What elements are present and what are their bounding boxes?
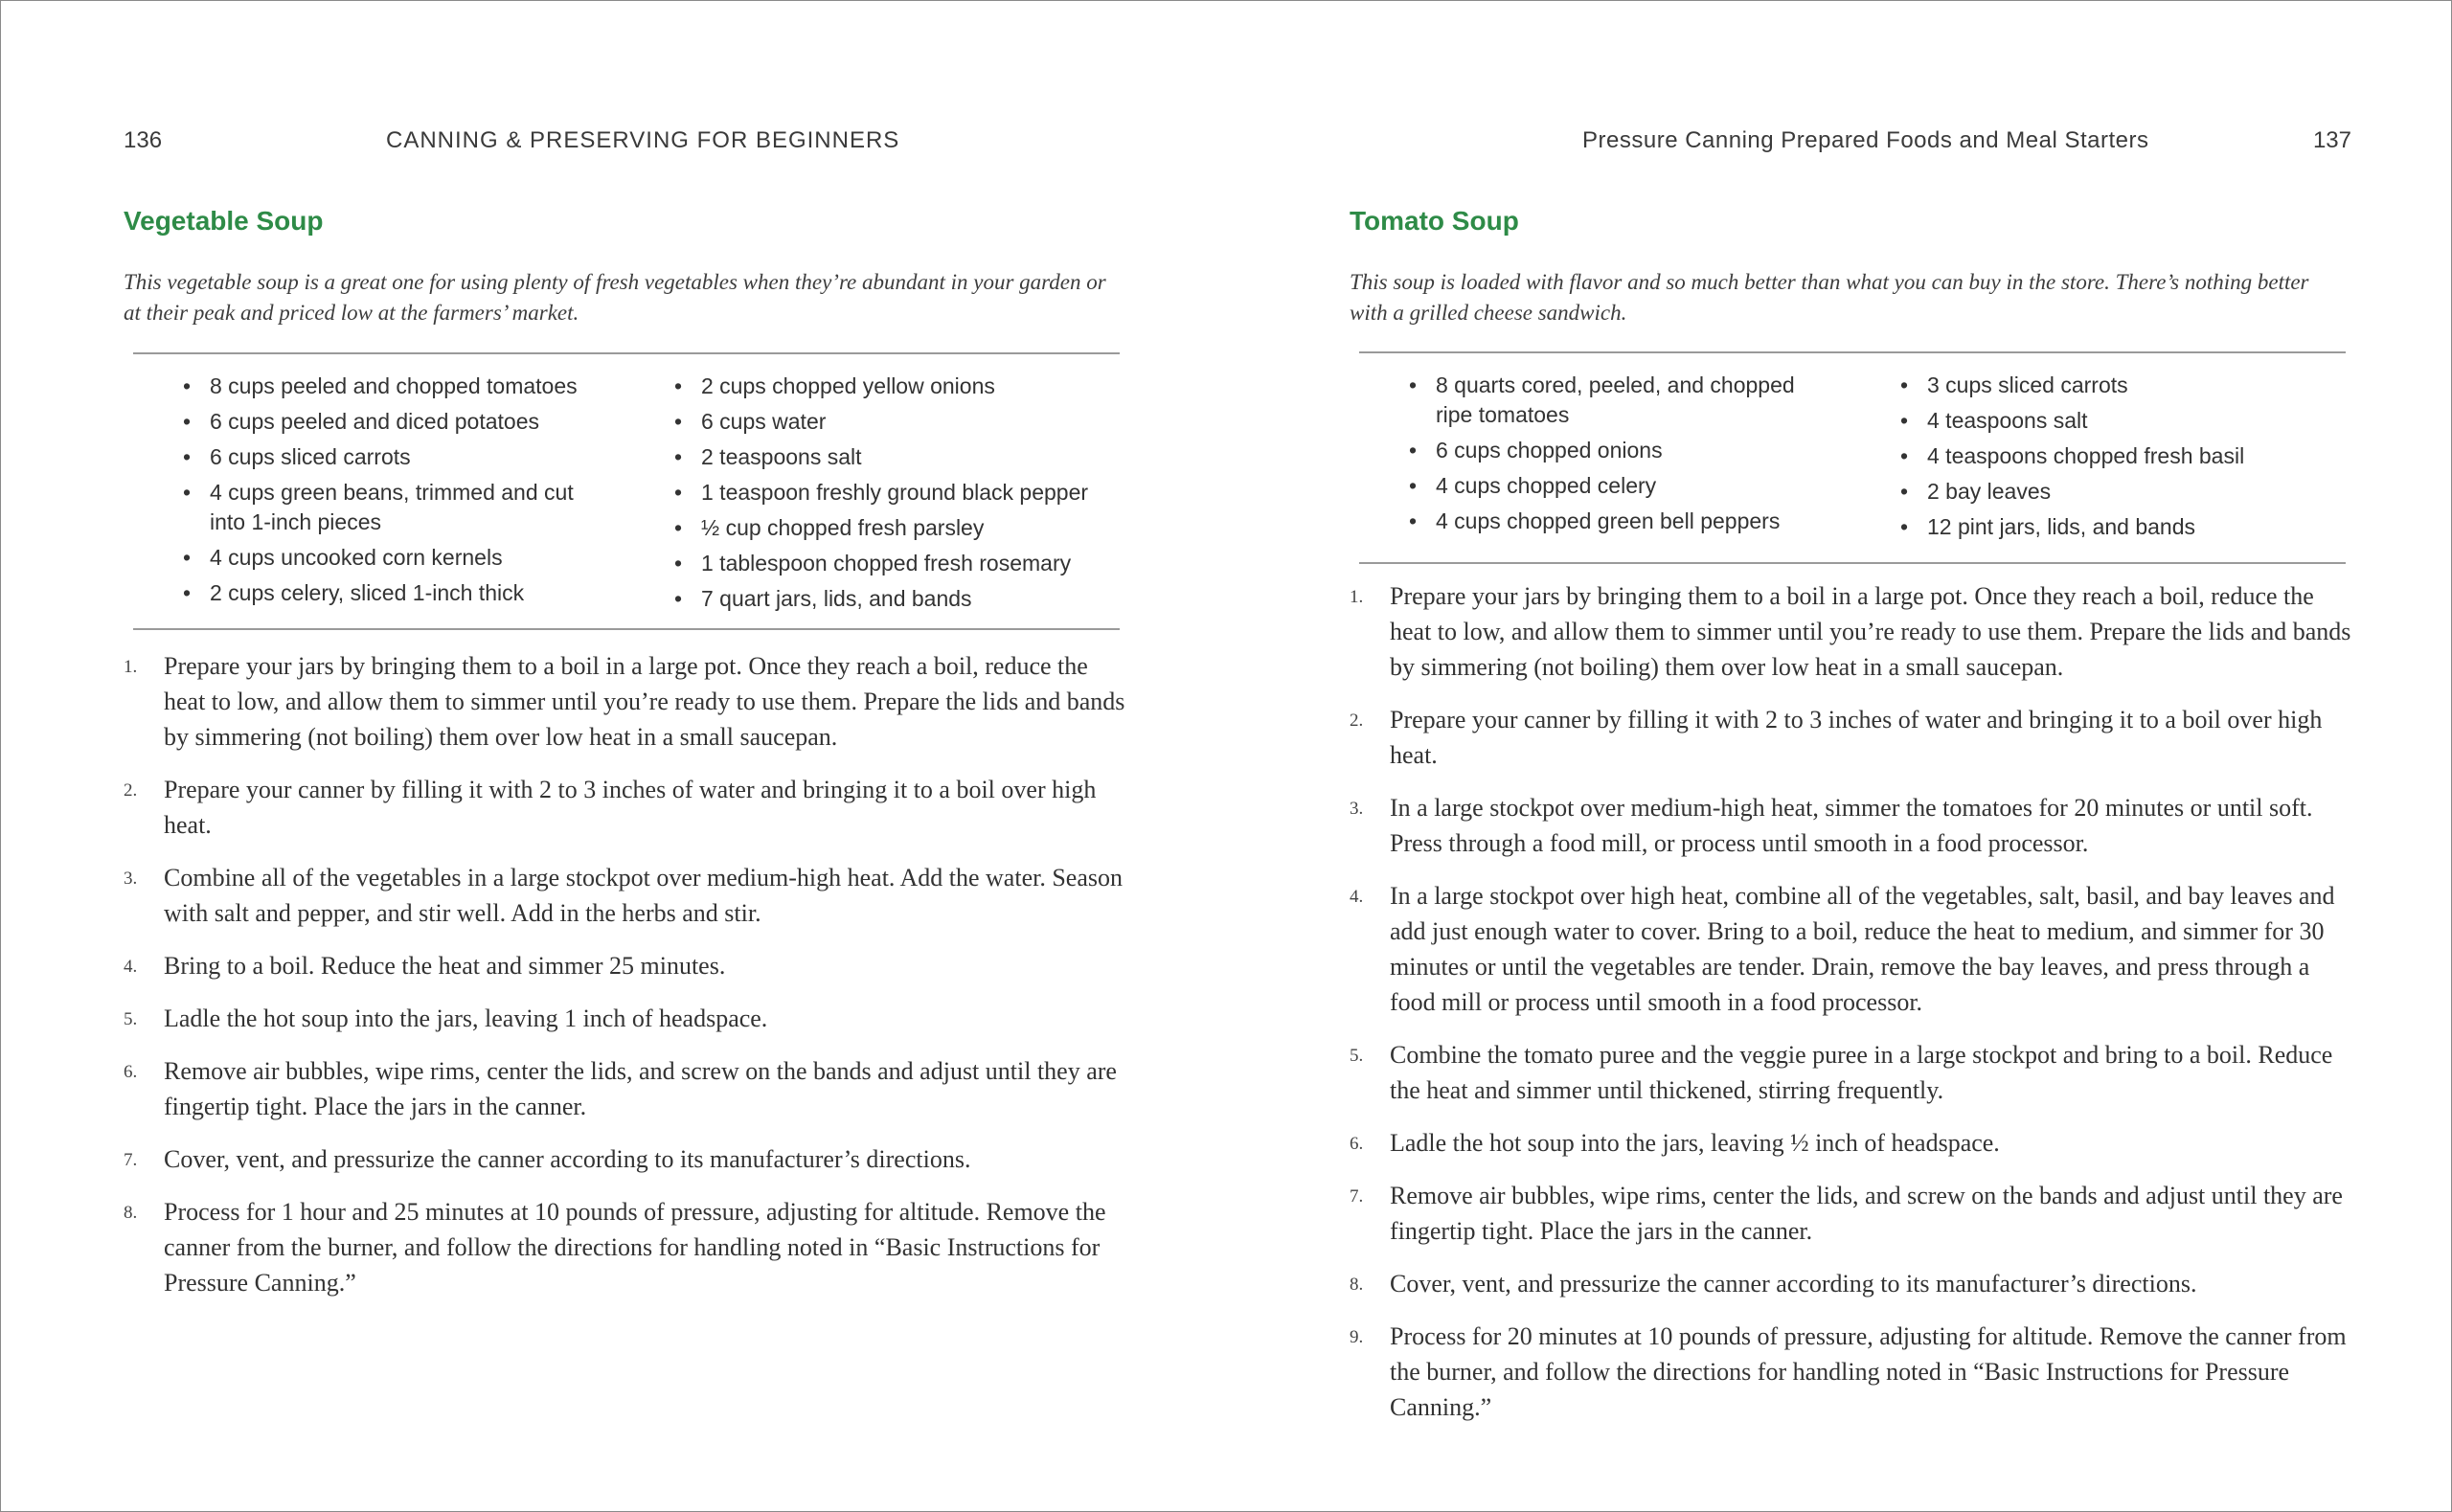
step-number: 4. <box>1350 887 1364 907</box>
step-number: 2. <box>124 780 138 801</box>
ingredient-item: • 6 cups water <box>674 407 1124 437</box>
ingredients-column-1 <box>1409 371 1830 542</box>
right-page <box>1350 1 2351 1511</box>
ingredients-column-2 <box>1900 371 2350 548</box>
ingredient-item: • 4 cups chopped celery <box>1409 471 1830 501</box>
ingredient-item: • 6 cups chopped onions <box>1409 436 1830 465</box>
step-text: In a large stockpot over medium-high heat, simmer the tomatoes for 20 minutes or until soft. Press through a food mill, or process until smooth in a food processor. <box>1390 794 2313 857</box>
instructions-list <box>1350 578 2351 1442</box>
step-text: Combine the tomato puree and the veggie puree in a large stockpot and bring to a boil. Reduce the heat and simmer until thickened, stirring frequently. <box>1390 1041 2333 1104</box>
step-number: 6. <box>1350 1134 1364 1154</box>
step-number: 3. <box>1350 799 1364 819</box>
ingredient-item: • 4 teaspoons chopped fresh basil <box>1900 441 2350 471</box>
ingredient-item: • 2 cups celery, sliced 1-inch thick <box>183 578 604 608</box>
instruction-step <box>124 1141 1125 1177</box>
page-number: 137 <box>2312 127 2351 153</box>
ingredient-item: • 4 cups chopped green bell peppers <box>1409 507 1830 536</box>
instruction-step <box>1350 1266 2351 1301</box>
step-text: Cover, vent, and pressurize the canner according to its manufacturer’s directions. <box>164 1145 971 1173</box>
instruction-step <box>1350 1037 2351 1108</box>
instruction-step <box>124 948 1125 983</box>
step-text: Cover, vent, and pressurize the canner according to its manufacturer’s directions. <box>1390 1270 2197 1298</box>
instructions-list <box>124 648 1125 1318</box>
step-number: 1. <box>124 657 138 677</box>
ingredient-item: • ½ cup chopped fresh parsley <box>674 513 1124 543</box>
step-text: Combine all of the vegetables in a large stockpot over medium-high heat. Add the water. Season with salt and pepper, and stir well. Add in the herbs and stir. <box>164 864 1123 927</box>
running-title: Pressure Canning Prepared Foods and Meal Starters <box>1582 127 2149 153</box>
step-text: Remove air bubbles, wipe rims, center the lids, and screw on the bands and adjust until they are fingertip tight. Place the jars in the canner. <box>1390 1182 2343 1245</box>
ingredient-item: • 2 teaspoons salt <box>674 442 1124 472</box>
ingredient-item: • 8 cups peeled and chopped tomatoes <box>183 372 604 401</box>
step-text: Prepare your jars by bringing them to a boil in a large pot. Once they reach a boil, reduce the heat to low, and allow them to simmer until you’re ready to use them. Prepare the lids and bands by simmering (not boiling) them over low heat in a small saucepan. <box>1390 582 2351 681</box>
step-text: Process for 20 minutes at 10 pounds of pressure, adjusting for altitude. Remove the canner from the burner, and follow the directions for handling noted in “Basic Instructions for Pressure Canning.” <box>1390 1322 2347 1421</box>
step-text: Ladle the hot soup into the jars, leaving 1 inch of headspace. <box>164 1004 768 1032</box>
instruction-step <box>1350 790 2351 861</box>
running-title: CANNING & PRESERVING FOR BEGINNERS <box>386 127 900 153</box>
ingredient-item: • 12 pint jars, lids, and bands <box>1900 512 2350 542</box>
step-text: Bring to a boil. Reduce the heat and simmer 25 minutes. <box>164 952 726 980</box>
step-number: 2. <box>1350 711 1364 731</box>
ingredients-box <box>133 352 1120 630</box>
ingredients-column-2 <box>674 372 1124 620</box>
page-number: 136 <box>124 127 163 153</box>
step-number: 8. <box>124 1203 138 1223</box>
recipe-intro: This soup is loaded with flavor and so much better than what you can buy in the store. There’s nothing better with a grilled cheese sandwich. <box>1350 270 2309 325</box>
instruction-step <box>124 860 1125 931</box>
step-number: 7. <box>1350 1186 1364 1207</box>
instruction-step <box>1350 1319 2351 1425</box>
step-number: 9. <box>1350 1327 1364 1347</box>
instruction-step <box>124 1053 1125 1124</box>
step-text: Remove air bubbles, wipe rims, center the lids, and screw on the bands and adjust until they are fingertip tight. Place the jars in the canner. <box>164 1057 1117 1120</box>
instruction-step <box>1350 1178 2351 1249</box>
ingredient-item: • 6 cups peeled and diced potatoes <box>183 407 604 437</box>
instruction-step <box>124 1001 1125 1036</box>
instruction-step <box>1350 1125 2351 1161</box>
ingredient-item: • 2 cups chopped yellow onions <box>674 372 1124 401</box>
ingredient-item: • 7 quart jars, lids, and bands <box>674 584 1124 614</box>
step-number: 1. <box>1350 587 1364 607</box>
step-number: 8. <box>1350 1275 1364 1295</box>
step-number: 6. <box>124 1062 138 1082</box>
instruction-step <box>124 772 1125 843</box>
ingredient-item: • 1 teaspoon freshly ground black pepper <box>674 478 1124 508</box>
ingredients-column-1 <box>183 372 604 614</box>
ingredient-item: • 4 teaspoons salt <box>1900 406 2350 436</box>
ingredient-item: • 4 cups green beans, trimmed and cut into 1-inch pieces <box>183 478 604 537</box>
ingredient-item: • 3 cups sliced carrots <box>1900 371 2350 400</box>
step-text: Ladle the hot soup into the jars, leaving ½ inch of headspace. <box>1390 1129 2000 1157</box>
step-text: Prepare your jars by bringing them to a boil in a large pot. Once they reach a boil, reduce the heat to low, and allow them to simmer until you’re ready to use them. Prepare the lids and bands by simmering (not boiling) them over low heat in a small saucepan. <box>164 652 1125 751</box>
instruction-step <box>1350 878 2351 1020</box>
step-text: In a large stockpot over high heat, combine all of the vegetables, salt, basil, and bay leaves and add just enough water to cover. Bring to a boil, reduce the heat to medium, and simmer for 30 minutes or until the vegetables are tender. Drain, remove the bay leaves, and press through a food mill or process until smooth in a food processor. <box>1390 882 2335 1016</box>
instruction-step <box>124 1194 1125 1300</box>
ingredient-item: • 2 bay leaves <box>1900 477 2350 507</box>
step-text: Prepare your canner by filling it with 2 to 3 inches of water and bringing it to a boil over high heat. <box>1390 706 2323 769</box>
recipe-title: Tomato Soup <box>1350 206 1519 236</box>
running-head-left <box>124 127 1125 160</box>
running-head-right <box>1350 127 2351 160</box>
step-number: 5. <box>124 1009 138 1029</box>
ingredient-item: • 8 quarts cored, peeled, and chopped ripe tomatoes <box>1409 371 1830 430</box>
instruction-step <box>1350 578 2351 685</box>
step-number: 3. <box>124 869 138 889</box>
step-text: Prepare your canner by filling it with 2 to 3 inches of water and bringing it to a boil over high heat. <box>164 776 1097 839</box>
ingredient-item: • 1 tablespoon chopped fresh rosemary <box>674 549 1124 578</box>
instruction-step <box>124 648 1125 755</box>
recipe-title: Vegetable Soup <box>124 206 324 236</box>
step-number: 7. <box>124 1150 138 1170</box>
step-number: 5. <box>1350 1046 1364 1066</box>
ingredients-box <box>1359 351 2346 564</box>
step-number: 4. <box>124 957 138 977</box>
left-page <box>124 1 1125 1511</box>
recipe-intro: This vegetable soup is a great one for using plenty of fresh vegetables when they’re abundant in your garden or at their peak and priced low at the farmers’ market. <box>124 270 1106 325</box>
ingredient-item: • 4 cups uncooked corn kernels <box>183 543 604 573</box>
step-text: Process for 1 hour and 25 minutes at 10 pounds of pressure, adjusting for altitude. Remove the canner from the burner, and follow the directions for handling noted in “Basic Instructions for Pressure Canning.” <box>164 1198 1106 1297</box>
instruction-step <box>1350 702 2351 773</box>
ingredient-item: • 6 cups sliced carrots <box>183 442 604 472</box>
